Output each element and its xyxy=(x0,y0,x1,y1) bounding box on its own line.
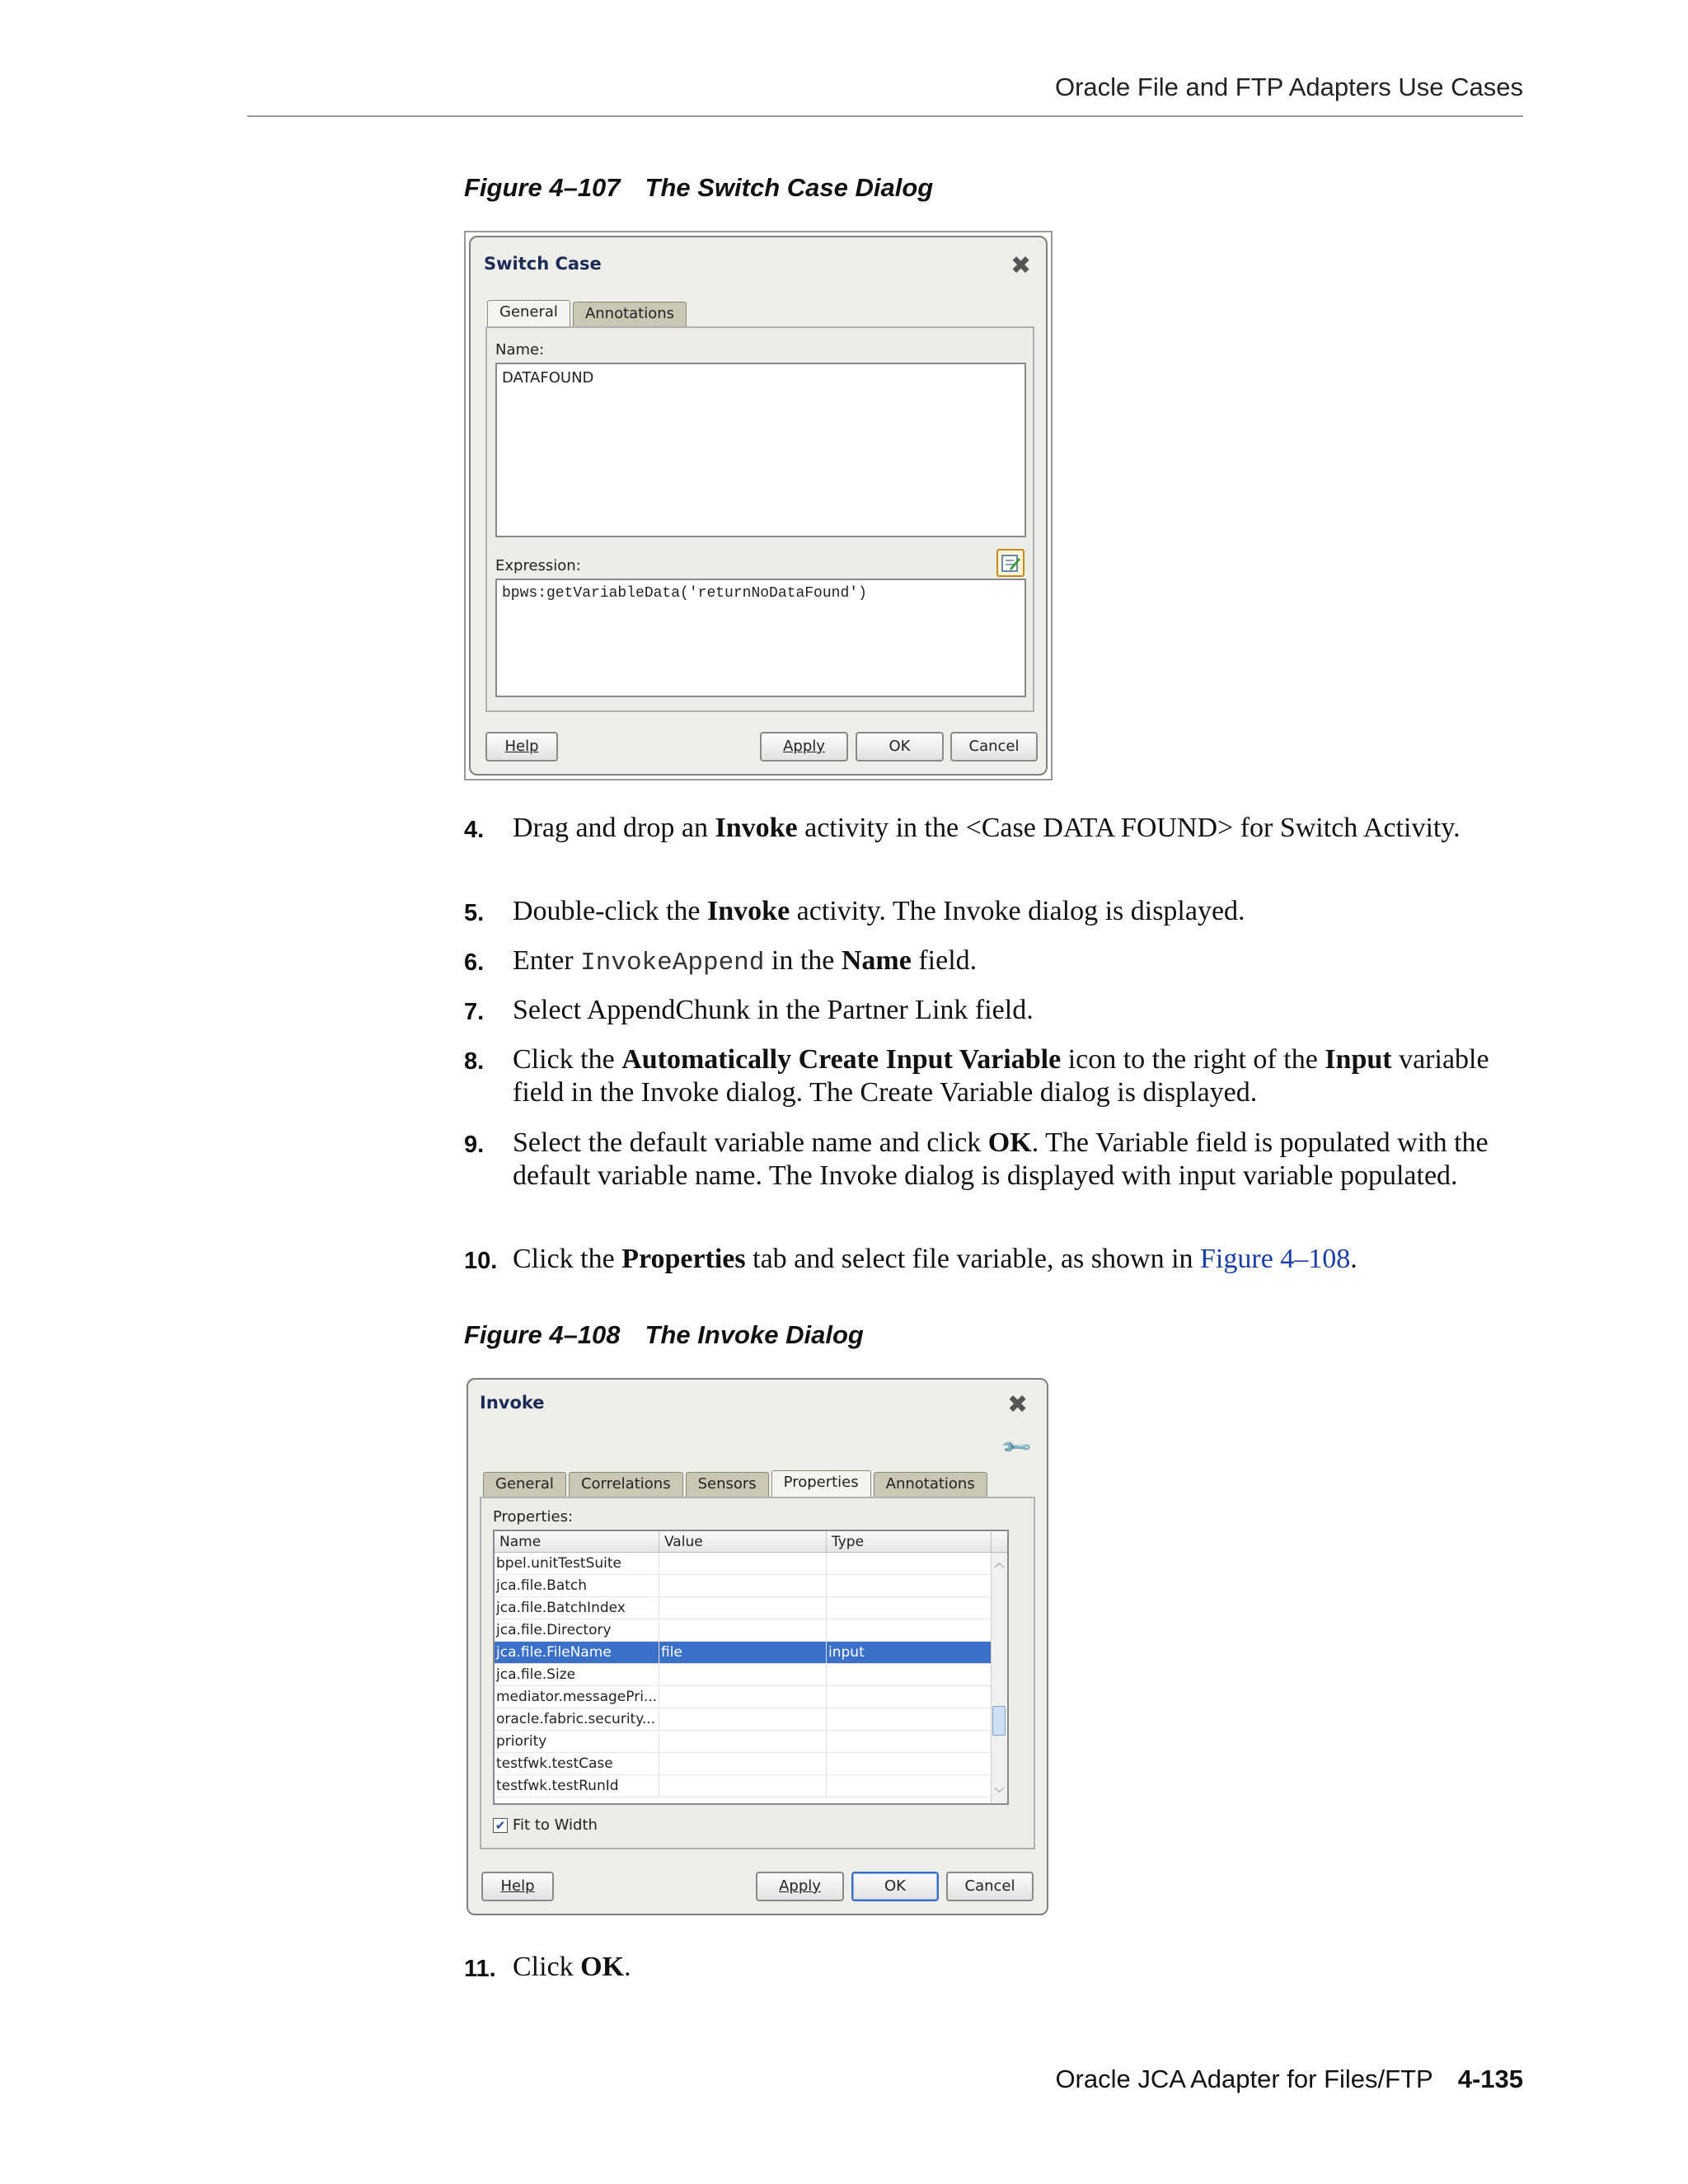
table-scrollbar[interactable] xyxy=(991,1553,1007,1803)
cancel-button[interactable]: Cancel xyxy=(950,732,1038,762)
cell-type xyxy=(827,1597,992,1619)
table-row[interactable] xyxy=(495,1686,1007,1708)
switch-case-figure xyxy=(464,231,1053,780)
table-body xyxy=(495,1553,1007,1797)
cell-name: priority xyxy=(495,1731,659,1752)
scroll-up-icon[interactable]: ︿ xyxy=(994,1558,1006,1570)
table-row[interactable] xyxy=(495,1575,1007,1597)
cell-name: mediator.messagePri... xyxy=(495,1686,659,1708)
help-button[interactable]: Help xyxy=(481,1872,554,1901)
table-row[interactable] xyxy=(495,1642,1007,1664)
table-row[interactable] xyxy=(495,1597,1007,1619)
tab-correlations[interactable]: Correlations xyxy=(569,1472,683,1497)
cell-value xyxy=(659,1575,827,1596)
table-row[interactable] xyxy=(495,1775,1007,1797)
table-row[interactable] xyxy=(495,1731,1007,1753)
properties-table xyxy=(493,1530,1009,1805)
fit-to-width-label: Fit to Width xyxy=(513,1816,598,1834)
cell-name: jca.file.FileName xyxy=(495,1642,659,1663)
cell-name: testfwk.testCase xyxy=(495,1753,659,1774)
scroll-thumb[interactable] xyxy=(992,1706,1006,1736)
fit-to-width-checkbox[interactable]: ✔ xyxy=(493,1818,508,1833)
figure-107-number: Figure 4–107 xyxy=(464,173,621,202)
page-number: 4-135 xyxy=(1457,2064,1523,2093)
cell-type xyxy=(827,1731,992,1752)
apply-button[interactable]: Apply xyxy=(760,732,848,762)
properties-label: Properties: xyxy=(493,1508,574,1526)
cell-value xyxy=(659,1597,827,1619)
expression-field[interactable] xyxy=(495,579,1026,697)
table-row[interactable] xyxy=(495,1553,1007,1575)
running-header: Oracle File and FTP Adapters Use Cases xyxy=(1054,73,1523,101)
figure-108-link[interactable]: Figure 4–108 xyxy=(1200,1244,1351,1274)
cell-type xyxy=(827,1753,992,1774)
dialog-title: Switch Case xyxy=(484,254,602,274)
step-7: 7. Select AppendChunk in the Partner Link field. xyxy=(464,995,1034,1025)
column-value[interactable]: Value xyxy=(659,1531,827,1552)
step-5: 5. Double-click the Invoke activity. The Invoke dialog is displayed. xyxy=(464,896,1245,926)
help-button[interactable]: Help xyxy=(485,732,558,762)
cell-value xyxy=(659,1664,827,1685)
table-row[interactable] xyxy=(495,1753,1007,1775)
column-type[interactable]: Type xyxy=(827,1531,992,1552)
tab-annotations[interactable]: Annotations xyxy=(874,1472,987,1497)
step-9: 9. Select the default variable name and click OK. The Variable field is populated with the default variable name. The Invoke dialog is displayed with input variable populated. xyxy=(464,1127,1489,1191)
cell-value xyxy=(659,1553,827,1574)
cell-name: jca.file.Directory xyxy=(495,1619,659,1641)
table-header xyxy=(495,1531,1007,1553)
wrench-icon[interactable]: 🔧 xyxy=(999,1430,1034,1465)
cell-value xyxy=(659,1753,827,1774)
tab-annotations[interactable]: Annotations xyxy=(573,302,687,326)
cell-value xyxy=(659,1619,827,1641)
cell-type xyxy=(827,1664,992,1685)
step-4: 4. Drag and drop an Invoke activity in the <Case DATA FOUND> for Switch Activity. xyxy=(464,813,1461,843)
cell-type xyxy=(827,1553,992,1574)
dialog-title: Invoke xyxy=(480,1393,545,1413)
figure-108-number: Figure 4–108 xyxy=(464,1320,621,1349)
figure-107-title: The Switch Case Dialog xyxy=(645,173,934,202)
tab-sensors[interactable]: Sensors xyxy=(686,1472,769,1497)
cell-name: jca.file.BatchIndex xyxy=(495,1597,659,1619)
fit-to-width-option[interactable] xyxy=(493,1816,598,1834)
switch-case-dialog xyxy=(469,236,1048,776)
step-10: 10. Click the Properties tab and select file variable, as shown in Figure 4–108. xyxy=(464,1244,1357,1274)
tab-strip xyxy=(487,302,689,326)
table-row[interactable] xyxy=(495,1664,1007,1686)
tab-strip xyxy=(483,1472,990,1497)
tab-general[interactable]: General xyxy=(487,300,570,326)
name-field[interactable] xyxy=(495,363,1026,537)
expression-builder-icon[interactable] xyxy=(996,549,1025,577)
ok-button[interactable]: OK xyxy=(851,1872,939,1901)
cell-name: testfwk.testRunId xyxy=(495,1775,659,1797)
tab-properties[interactable]: Properties xyxy=(771,1470,871,1497)
cell-type xyxy=(827,1619,992,1641)
column-name[interactable]: Name xyxy=(495,1531,659,1552)
figure-108-title: The Invoke Dialog xyxy=(645,1320,864,1349)
cell-type xyxy=(827,1775,992,1797)
cell-type: input xyxy=(827,1642,992,1663)
close-icon[interactable]: ✖ xyxy=(1007,1390,1029,1419)
cell-name: jca.file.Batch xyxy=(495,1575,659,1596)
page-footer xyxy=(1055,2064,1523,2094)
cell-name: bpel.unitTestSuite xyxy=(495,1553,659,1574)
table-row[interactable] xyxy=(495,1619,1007,1642)
close-icon[interactable]: ✖ xyxy=(1010,251,1032,280)
expression-value: bpws:getVariableData('returnNoDataFound') xyxy=(502,585,867,602)
expression-label: Expression: xyxy=(495,557,581,574)
cell-value xyxy=(659,1686,827,1708)
step-6: 6. Enter InvokeAppend in the Name field. xyxy=(464,945,978,977)
step-11: 11. Click OK. xyxy=(464,1952,631,1982)
cell-value xyxy=(659,1708,827,1730)
general-panel xyxy=(485,326,1034,712)
footer-title: Oracle JCA Adapter for Files/FTP xyxy=(1055,2064,1433,2093)
cell-value xyxy=(659,1775,827,1797)
figure-107-caption xyxy=(464,173,933,203)
properties-panel xyxy=(480,1497,1035,1849)
step-8: 8. Click the Automatically Create Input Variable icon to the right of the Input variable field in the Invoke dialog. The Create Variable dialog is displayed. xyxy=(464,1044,1489,1108)
scroll-down-icon[interactable]: ﹀ xyxy=(994,1788,1006,1800)
cell-type xyxy=(827,1686,992,1708)
cell-type xyxy=(827,1708,992,1730)
ok-button[interactable]: OK xyxy=(856,732,944,762)
cell-name: jca.file.Size xyxy=(495,1664,659,1685)
name-label: Name: xyxy=(495,341,545,359)
name-value: DATAFOUND xyxy=(502,369,594,387)
cancel-button[interactable]: Cancel xyxy=(946,1872,1034,1901)
cell-type xyxy=(827,1575,992,1596)
header-rule xyxy=(247,115,1523,117)
tab-general[interactable]: General xyxy=(483,1472,566,1497)
cell-value xyxy=(659,1731,827,1752)
invoke-dialog xyxy=(467,1378,1048,1915)
cell-name: oracle.fabric.security... xyxy=(495,1708,659,1730)
apply-button[interactable]: Apply xyxy=(756,1872,844,1901)
table-row[interactable] xyxy=(495,1708,1007,1731)
cell-value: file xyxy=(659,1642,827,1663)
figure-108-caption xyxy=(464,1320,864,1350)
